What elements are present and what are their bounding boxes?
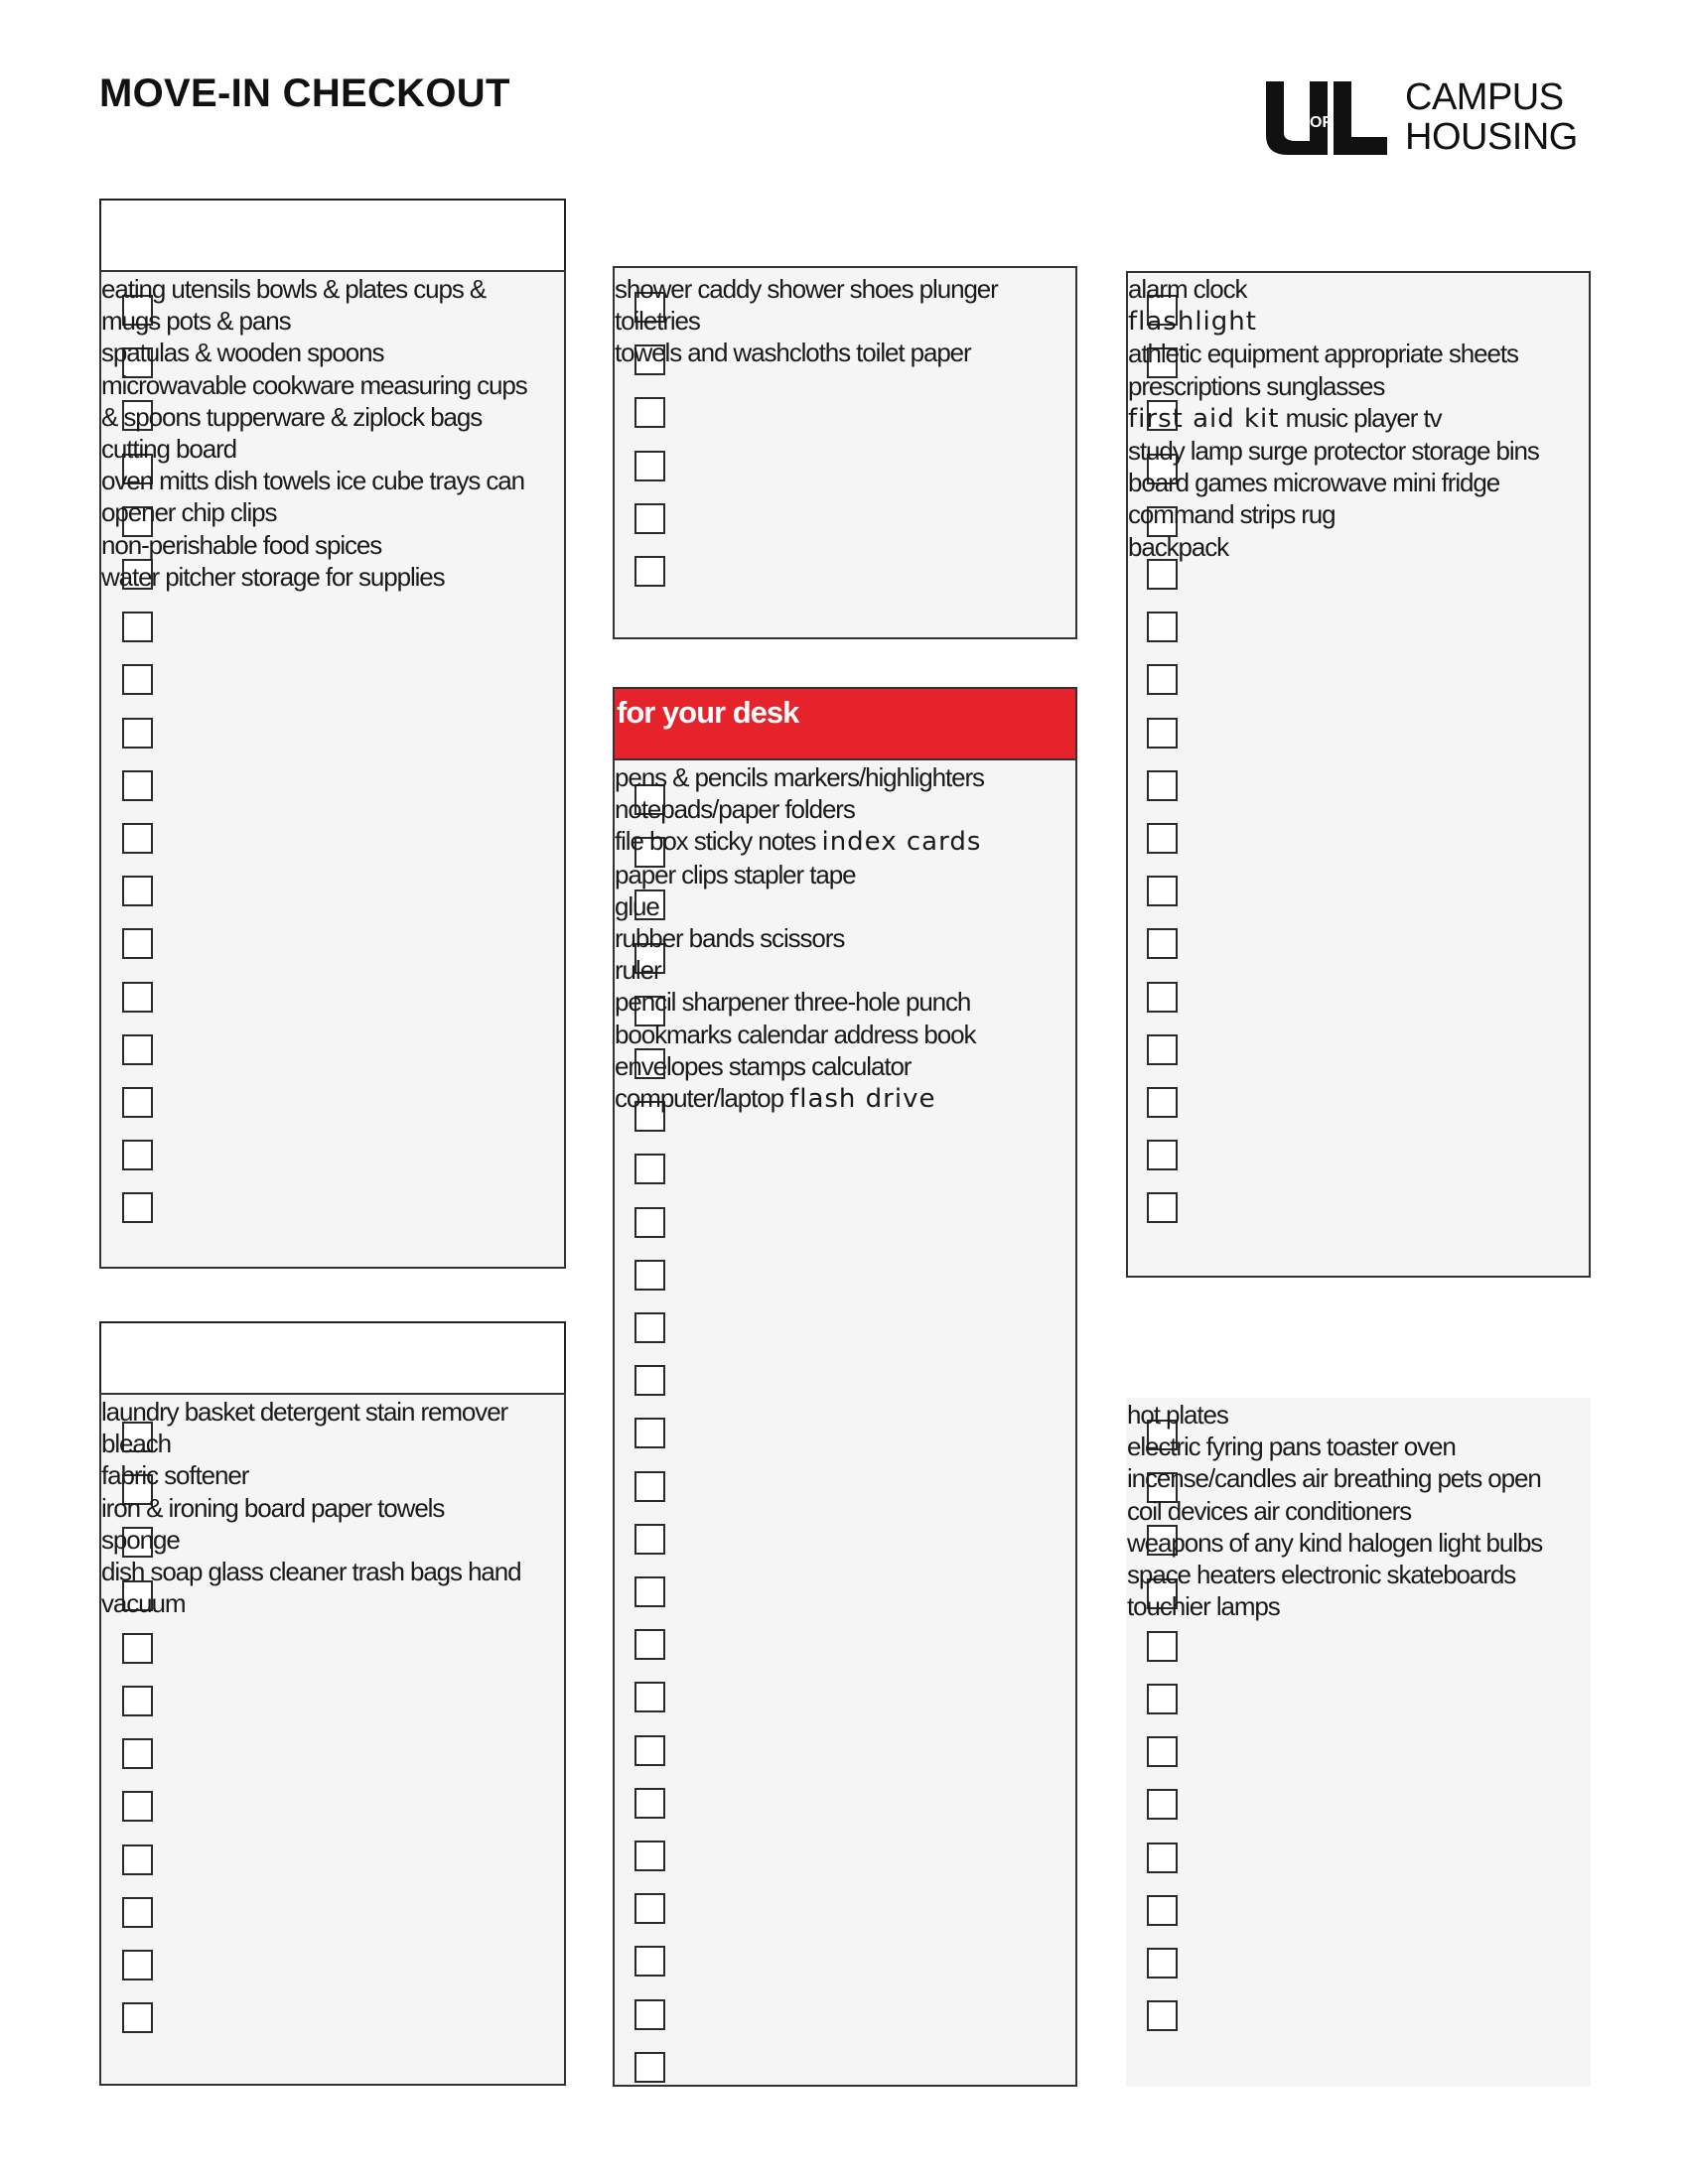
desk-checkbox[interactable] bbox=[634, 1841, 665, 1871]
desk-line: paper clips stapler tape bbox=[615, 859, 856, 889]
desk-item-list bbox=[615, 761, 984, 1115]
desk-line: pens & pencils markers/highlighters bbox=[615, 762, 984, 792]
kitchen-checkbox[interactable] bbox=[122, 612, 153, 642]
desk-checkbox[interactable] bbox=[634, 1471, 665, 1502]
room-checkbox[interactable] bbox=[1147, 1034, 1178, 1065]
cleaning-checkbox[interactable] bbox=[122, 1897, 153, 1928]
prohibited-line: incense/candles air breathing pets open bbox=[1127, 1463, 1541, 1494]
prohibited-checkbox[interactable] bbox=[1147, 1631, 1178, 1662]
cleaning-checkbox[interactable] bbox=[122, 1844, 153, 1875]
logo-wordmark bbox=[1405, 77, 1578, 157]
room-line-part: music player tv bbox=[1279, 402, 1442, 433]
room-checkbox[interactable] bbox=[1147, 1087, 1178, 1118]
kitchen-checkbox[interactable] bbox=[122, 823, 153, 854]
room-line: command strips rug bbox=[1128, 499, 1336, 530]
desk-line bbox=[615, 825, 984, 858]
kitchen-line: oven mitts dish towels ice cube trays can bbox=[101, 466, 524, 496]
room-line: backpack bbox=[1128, 531, 1229, 562]
bath-checkbox[interactable] bbox=[634, 503, 665, 534]
room-line-part-alt: first aid kit bbox=[1128, 403, 1280, 434]
cleaning-line: dish soap glass cleaner trash bags hand bbox=[101, 1557, 521, 1587]
kitchen-checkbox[interactable] bbox=[122, 770, 153, 801]
room-line bbox=[1128, 402, 1539, 435]
kitchen-line: non-perishable food spices bbox=[101, 529, 382, 560]
desk-checkbox[interactable] bbox=[634, 1260, 665, 1291]
kitchen-checkbox[interactable] bbox=[122, 1140, 153, 1170]
room-line: alarm clock bbox=[1128, 274, 1247, 304]
cleaning-checkbox[interactable] bbox=[122, 1950, 153, 1980]
bath-checkbox[interactable] bbox=[634, 556, 665, 587]
room-item-list bbox=[1128, 273, 1539, 563]
desk-checkbox[interactable] bbox=[634, 1207, 665, 1238]
cleaning-header-box bbox=[99, 1321, 566, 1395]
room-checkbox[interactable] bbox=[1147, 612, 1178, 642]
kitchen-line: & spoons tupperware & ziplock bags bbox=[101, 401, 483, 432]
kitchen-checkbox[interactable] bbox=[122, 718, 153, 749]
desk-checkbox[interactable] bbox=[634, 2052, 665, 2083]
prohibited-checkbox[interactable] bbox=[1147, 1948, 1178, 1979]
kitchen-line: mugs pots & pans bbox=[101, 306, 291, 337]
room-checkbox[interactable] bbox=[1147, 928, 1178, 959]
page-title: MOVE-IN CHECKOUT bbox=[99, 71, 510, 115]
desk-checkbox[interactable] bbox=[634, 1682, 665, 1712]
prohibited-checkbox[interactable] bbox=[1147, 1843, 1178, 1873]
desk-checkbox[interactable] bbox=[634, 1154, 665, 1184]
bath-checkbox[interactable] bbox=[634, 451, 665, 481]
kitchen-checkbox[interactable] bbox=[122, 982, 153, 1013]
desk-checkbox[interactable] bbox=[634, 1629, 665, 1660]
room-checkbox[interactable] bbox=[1147, 1140, 1178, 1170]
room-line: prescriptions sunglasses bbox=[1128, 370, 1385, 401]
prohibited-line: electric fyring pans toaster oven bbox=[1127, 1432, 1456, 1462]
prohibited-line: space heaters electronic skateboards bbox=[1127, 1560, 1516, 1590]
kitchen-item-list bbox=[101, 273, 527, 593]
cleaning-line: sponge bbox=[101, 1524, 180, 1555]
desk-checkbox[interactable] bbox=[634, 1999, 665, 2030]
bath-line: toiletries bbox=[615, 306, 700, 337]
uofl-logo-mark-icon bbox=[1266, 77, 1390, 155]
kitchen-line: spatulas & wooden spoons bbox=[101, 338, 384, 368]
cleaning-checkbox[interactable] bbox=[122, 2002, 153, 2033]
desk-line: rubber bands scissors bbox=[615, 923, 845, 954]
room-checkbox[interactable] bbox=[1147, 718, 1178, 749]
prohibited-checkbox[interactable] bbox=[1147, 1736, 1178, 1767]
room-checkbox[interactable] bbox=[1147, 876, 1178, 906]
room-checkbox[interactable] bbox=[1147, 982, 1178, 1013]
cleaning-item-list bbox=[101, 1396, 521, 1619]
prohibited-checkbox[interactable] bbox=[1147, 1684, 1178, 1714]
desk-line: glue bbox=[615, 890, 659, 921]
kitchen-checkbox[interactable] bbox=[122, 876, 153, 906]
kitchen-checkbox[interactable] bbox=[122, 664, 153, 695]
prohibited-line: weapons of any kind halogen light bulbs bbox=[1127, 1527, 1543, 1558]
cleaning-line: bleach bbox=[101, 1429, 172, 1459]
desk-line: ruler bbox=[615, 955, 661, 986]
prohibited-checkbox[interactable] bbox=[1147, 1895, 1178, 1926]
room-checkbox[interactable] bbox=[1147, 559, 1178, 590]
kitchen-checkbox[interactable] bbox=[122, 1192, 153, 1223]
desk-line-part-alt: flash drive bbox=[789, 1084, 936, 1115]
room-checkbox[interactable] bbox=[1147, 770, 1178, 801]
logo-line-campus: CAMPUS bbox=[1405, 76, 1564, 118]
kitchen-checkbox[interactable] bbox=[122, 928, 153, 959]
cleaning-line: vacuum bbox=[101, 1588, 186, 1619]
svg-text:OF: OF bbox=[1310, 114, 1333, 131]
room-line-alt: flashlight bbox=[1128, 307, 1257, 338]
room-line: board games microwave mini fridge bbox=[1128, 468, 1500, 498]
room-line: athletic equipment appropriate sheets bbox=[1128, 339, 1518, 369]
desk-checkbox[interactable] bbox=[634, 1893, 665, 1924]
desk-checkbox[interactable] bbox=[634, 1365, 665, 1396]
desk-checkbox[interactable] bbox=[634, 1576, 665, 1607]
desk-checkbox[interactable] bbox=[634, 1946, 665, 1977]
cleaning-checkbox[interactable] bbox=[122, 1633, 153, 1664]
desk-line-part: file box sticky notes bbox=[615, 826, 822, 857]
desk-line bbox=[615, 1082, 984, 1115]
room-checkbox[interactable] bbox=[1147, 664, 1178, 695]
kitchen-checkbox[interactable] bbox=[122, 1087, 153, 1118]
desk-line: envelopes stamps calculator bbox=[615, 1050, 912, 1081]
bath-item-list bbox=[615, 273, 998, 369]
room-checkbox[interactable] bbox=[1147, 823, 1178, 854]
desk-line: bookmarks calendar address book bbox=[615, 1019, 976, 1049]
prohibited-line: coil devices air conditioners bbox=[1127, 1495, 1412, 1526]
room-line bbox=[1128, 305, 1539, 338]
desk-header-label: for your desk bbox=[617, 695, 799, 730]
cleaning-line: iron & ironing board paper towels bbox=[101, 1492, 445, 1523]
prohibited-checkbox[interactable] bbox=[1147, 2000, 1178, 2031]
desk-checkbox[interactable] bbox=[634, 1524, 665, 1555]
cleaning-line: fabric softener bbox=[101, 1460, 249, 1491]
logo-line-housing: HOUSING bbox=[1405, 116, 1578, 158]
bath-line: shower caddy shower shoes plunger bbox=[615, 274, 998, 304]
desk-line-part-alt: index cards bbox=[821, 827, 982, 858]
desk-checkbox[interactable] bbox=[634, 1735, 665, 1766]
kitchen-line: cutting board bbox=[101, 434, 237, 465]
kitchen-line: opener chip clips bbox=[101, 497, 277, 528]
prohibited-line: touchier lamps bbox=[1127, 1591, 1280, 1622]
bath-checkbox[interactable] bbox=[634, 397, 665, 428]
kitchen-line: water pitcher storage for supplies bbox=[101, 561, 445, 592]
kitchen-checkbox[interactable] bbox=[122, 1034, 153, 1065]
room-line: study lamp surge protector storage bins bbox=[1128, 436, 1539, 467]
desk-checkbox[interactable] bbox=[634, 1788, 665, 1819]
kitchen-line: microwavable cookware measuring cups bbox=[101, 369, 527, 400]
desk-line-part: computer/laptop bbox=[615, 1083, 790, 1114]
cleaning-checkbox[interactable] bbox=[122, 1791, 153, 1822]
room-checkbox[interactable] bbox=[1147, 1192, 1178, 1223]
desk-line: pencil sharpener three-hole punch bbox=[615, 987, 971, 1018]
bath-line: towels and washcloths toilet paper bbox=[615, 338, 971, 368]
desk-header bbox=[613, 687, 1077, 760]
cleaning-line: laundry basket detergent stain remover bbox=[101, 1397, 508, 1427]
desk-checkbox[interactable] bbox=[634, 1312, 665, 1343]
prohibited-checkbox[interactable] bbox=[1147, 1789, 1178, 1820]
prohibited-item-list bbox=[1127, 1399, 1542, 1622]
kitchen-line: eating utensils bowls & plates cups & bbox=[101, 274, 487, 304]
cleaning-checkbox[interactable] bbox=[122, 1686, 153, 1716]
desk-line: notepads/paper folders bbox=[615, 794, 855, 825]
campus-housing-logo bbox=[1266, 77, 1604, 157]
cleaning-checkbox[interactable] bbox=[122, 1738, 153, 1769]
prohibited-line: hot plates bbox=[1127, 1400, 1228, 1430]
kitchen-header-box bbox=[99, 199, 566, 272]
desk-checkbox[interactable] bbox=[634, 1418, 665, 1448]
